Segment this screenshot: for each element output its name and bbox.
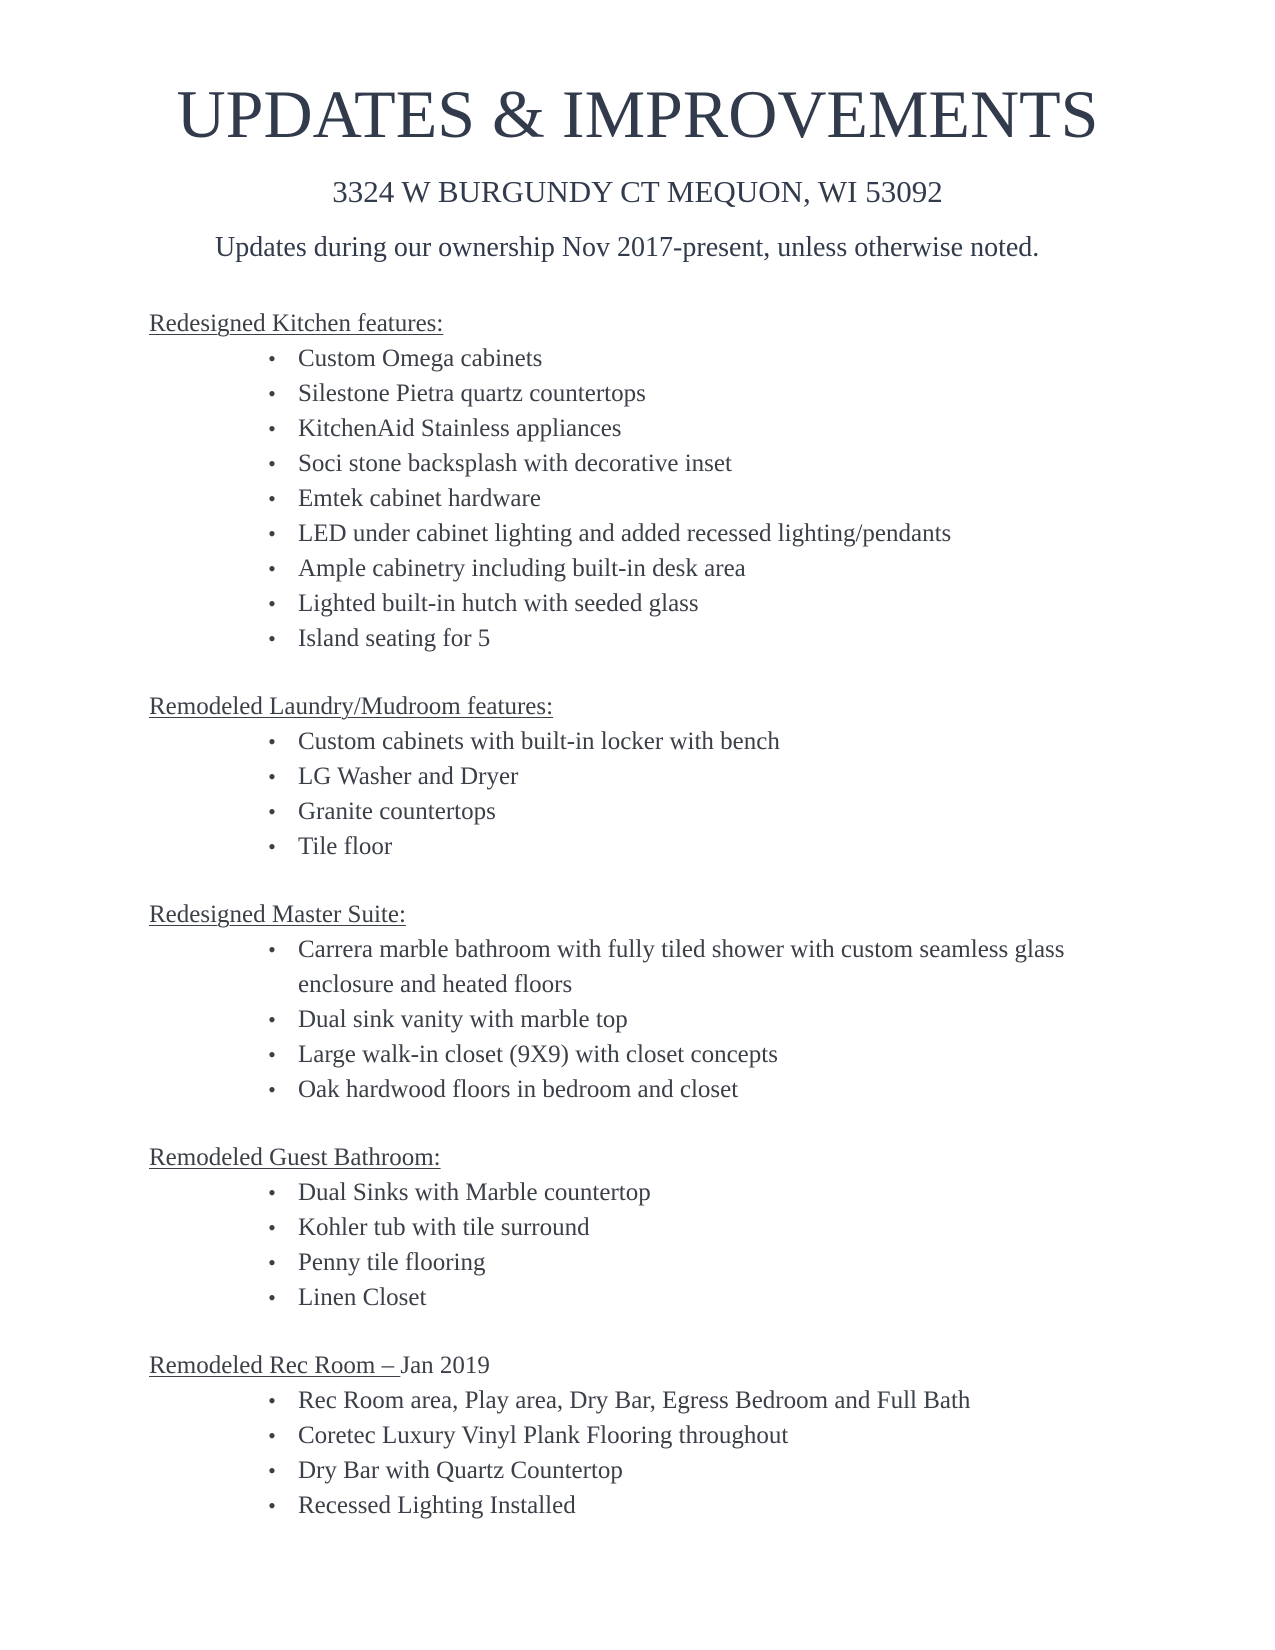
list-item: • Custom cabinets with built-in locker with bench [298,724,1149,759]
bullet-icon: • [268,381,276,406]
list-item: • Linen Closet [298,1280,1149,1315]
section-list [149,724,1149,864]
list-item: • Custom Omega cabinets [298,341,1149,376]
section-list [149,1383,1149,1523]
list-item: • Dry Bar with Quartz Countertop [298,1453,1149,1488]
section-heading [149,689,1149,724]
list-item: • Dual sink vanity with marble top [298,1002,1149,1037]
section-heading [149,1348,1149,1383]
bullet-icon: • [268,346,276,371]
section-kitchen [149,306,1149,656]
bullet-icon: • [268,1388,276,1413]
property-address: 3324 W BURGUNDY CT MEQUON, WI 53092 [332,174,943,209]
list-item: • Island seating for 5 [298,621,1149,656]
list-item: • Ample cabinetry including built-in desk area [298,551,1149,586]
list-item: • Recessed Lighting Installed [298,1488,1149,1523]
bullet-icon: • [268,591,276,616]
bullet-icon: • [268,1493,276,1518]
section-heading-text: Redesigned Master Suite: [149,901,406,928]
section-heading [149,1140,1149,1175]
section-list [149,932,1149,1107]
bullet-icon: • [268,1250,276,1275]
bullet-icon: • [268,556,276,581]
list-item: • Oak hardwood floors in bedroom and closet [298,1072,1149,1107]
list-item: • Lighted built-in hutch with seeded glass [298,586,1149,621]
section-guest-bathroom [149,1140,1149,1315]
section-list [149,341,1149,656]
bullet-icon: • [268,1077,276,1102]
section-heading-text: Remodeled Laundry/Mudroom features: [149,693,554,720]
list-item: • KitchenAid Stainless appliances [298,411,1149,446]
bullet-icon: • [268,626,276,651]
bullet-icon: • [268,1285,276,1310]
bullet-icon: • [268,1215,276,1240]
list-item: • Granite countertops [298,794,1149,829]
section-heading [149,306,1149,341]
section-heading [149,897,1149,932]
list-item: • Silestone Pietra quartz countertops [298,376,1149,411]
bullet-icon: • [268,1423,276,1448]
list-item: • Coretec Luxury Vinyl Plank Flooring throughout [298,1418,1149,1453]
page-title: UPDATES & IMPROVEMENTS [176,76,1099,152]
list-item: • Emtek cabinet hardware [298,481,1149,516]
bullet-icon: • [268,1180,276,1205]
bullet-icon: • [268,937,276,962]
bullet-icon: • [268,521,276,546]
section-heading-text: Redesigned Kitchen features: [149,310,444,337]
list-item: • Kohler tub with tile surround [298,1210,1149,1245]
section-heading-text: Remodeled Guest Bathroom: [149,1144,441,1171]
section-laundry [149,689,1149,864]
bullet-icon: • [268,486,276,511]
section-rec-room [149,1348,1149,1523]
list-item: • Large walk-in closet (9X9) with closet concepts [298,1037,1149,1072]
ownership-note: Updates during our ownership Nov 2017-present, unless otherwise noted. [215,232,1040,263]
section-heading-date: Jan 2019 [400,1352,490,1379]
section-list [149,1175,1149,1315]
section-master-suite [149,897,1149,1107]
list-item: • Penny tile flooring [298,1245,1149,1280]
list-item: • Soci stone backsplash with decorative inset [298,446,1149,481]
list-item: • LG Washer and Dryer [298,759,1149,794]
list-item: • Carrera marble bathroom with fully tiled shower with custom seamless glass enclosure and heated floors [298,932,1149,1002]
bullet-icon: • [268,416,276,441]
bullet-icon: • [268,729,276,754]
list-item: • Rec Room area, Play area, Dry Bar, Egress Bedroom and Full Bath [298,1383,1149,1418]
bullet-icon: • [268,451,276,476]
section-heading-text: Remodeled Rec Room – [149,1352,401,1379]
bullet-icon: • [268,1042,276,1067]
bullet-icon: • [268,1007,276,1032]
bullet-icon: • [268,764,276,789]
bullet-icon: • [268,834,276,859]
bullet-icon: • [268,799,276,824]
sections-container [149,306,1149,1556]
bullet-icon: • [268,1458,276,1483]
list-item: • LED under cabinet lighting and added recessed lighting/pendants [298,516,1149,551]
list-item: • Tile floor [298,829,1149,864]
list-item: • Dual Sinks with Marble countertop [298,1175,1149,1210]
